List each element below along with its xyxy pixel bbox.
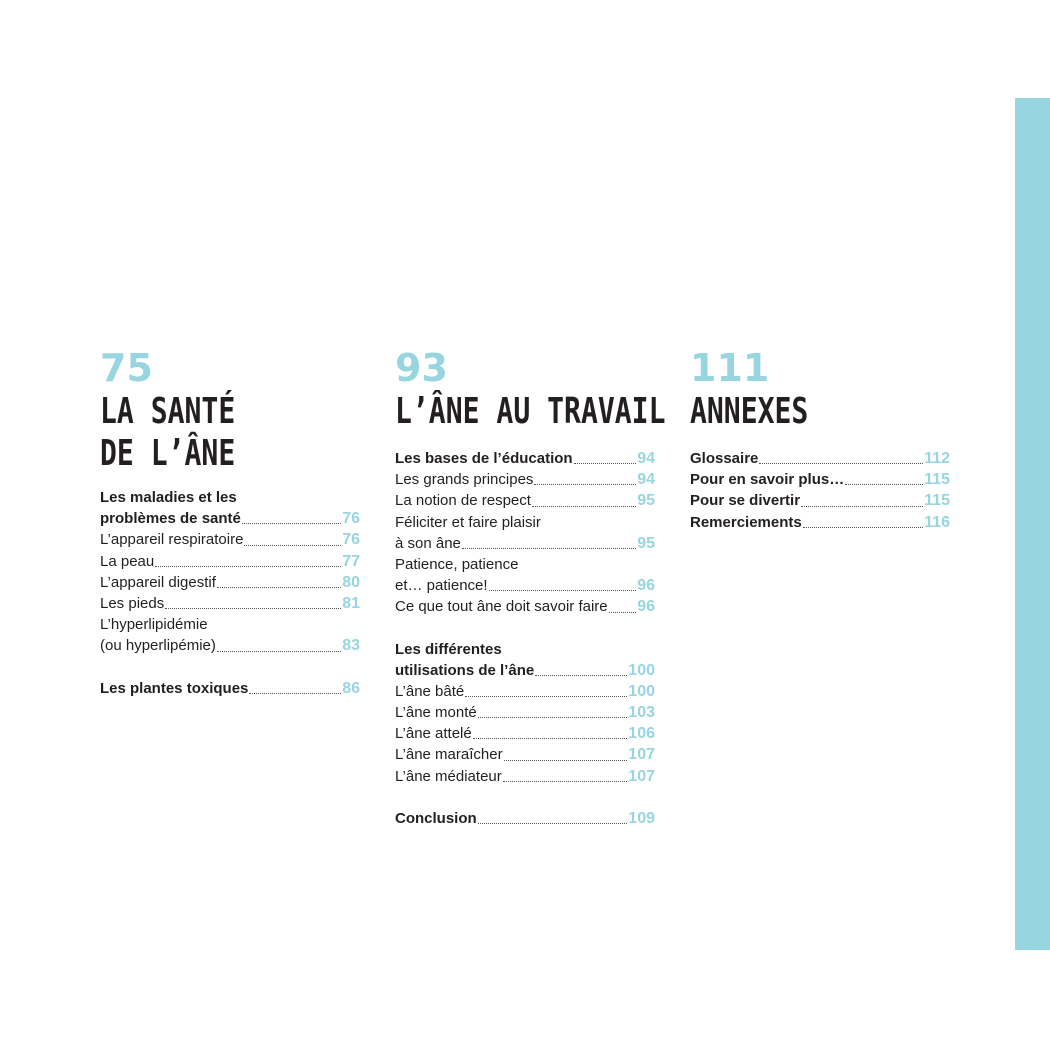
toc-entry-page: 109 [628,809,655,827]
dot-leader [759,462,923,464]
toc-entry-page: 107 [628,746,655,764]
dot-leader [532,505,636,507]
toc-entry[interactable] [100,635,360,656]
group-spacer [395,787,655,808]
toc-entry-page: 115 [924,492,950,510]
toc-entry[interactable] [395,702,655,723]
toc-entry[interactable] [690,490,950,511]
toc-entry-page: 83 [342,637,360,655]
toc-entry-title: Conclusion [395,809,477,827]
toc-entry-title: Pour en savoir plus… [690,471,845,489]
toc-entry-title: utilisations de l’âne [395,661,535,679]
toc-entry[interactable] [395,660,655,681]
dot-leader [478,716,628,718]
section-number: 75 [100,346,153,390]
dot-leader [489,589,637,591]
toc-entry-title: L’appareil digestif [100,573,216,591]
dot-leader [534,483,636,485]
toc-entry-title: et… patience! [395,577,488,595]
toc-entry[interactable] [395,808,655,829]
dot-leader [155,565,341,567]
toc-entry-page: 96 [637,577,655,595]
toc-entry-page: 100 [628,661,655,679]
toc-entry[interactable] [395,596,655,617]
toc-entry-page: 106 [628,725,655,743]
dot-leader [609,611,637,613]
toc-entry-title: L’âne bâté [395,682,465,700]
dot-leader [462,547,636,549]
toc-section-travail [395,345,666,829]
section-title-line: L’ÂNE AU TRAVAIL [395,391,666,432]
chapter-tab [1015,98,1050,950]
toc-entry-title: L’âne monté [395,704,477,722]
toc-entry[interactable] [395,723,655,744]
toc-entry[interactable] [100,593,360,614]
toc-entry-title: à son âne [395,534,461,552]
toc-entry-page: 100 [628,682,655,700]
dot-leader [249,692,341,694]
toc-entry-page: 86 [342,679,360,697]
group-spacer [100,657,360,678]
toc-entry-page: 77 [342,552,360,570]
toc-entry-page: 94 [637,450,655,467]
toc-entry-title: La peau [100,552,155,570]
toc-entry-title: (ou hyperlipémie) [100,637,216,655]
toc-entry-title: Patience, patience [395,555,519,573]
toc-entry-title: L’âne médiateur [395,767,502,785]
dot-leader [574,462,637,464]
toc-entry[interactable] [690,469,950,490]
toc-entry-title: L’âne maraîcher [395,746,503,764]
toc-entry-title: Les grands principes [395,471,534,489]
dot-leader [473,737,628,739]
dot-leader [217,650,341,652]
section-title-line: ANNEXES [690,391,809,432]
toc-entry-page: 80 [342,573,360,591]
toc-entry-page: 94 [637,471,655,489]
section-title-line: LA SANTÉ [100,391,236,432]
dot-leader [244,544,341,546]
toc-entry-title: Les différentes [395,640,502,658]
toc-entry-title: Glossaire [690,450,759,467]
toc-entries [100,487,360,699]
toc-entry-page: 103 [628,704,655,722]
toc-entry[interactable] [395,575,655,596]
toc-entry-title: Les bases de l’éducation [395,450,573,467]
section-title [690,391,893,433]
toc-entry[interactable] [690,448,950,469]
toc-entry-title: Féliciter et faire plaisir [395,513,541,531]
toc-entry[interactable] [100,508,360,529]
toc-entry[interactable] [100,614,360,635]
section-title [100,391,303,475]
toc-entry[interactable] [100,529,360,550]
toc-entry-page: 107 [628,767,655,785]
toc-entry[interactable] [395,448,655,469]
dot-leader [801,505,923,507]
dot-leader [465,695,627,697]
toc-entry-title: Ce que tout âne doit savoir faire [395,598,608,616]
toc-entry[interactable] [395,681,655,702]
toc-entry[interactable] [395,766,655,787]
toc-entry-title: L’appareil respiratoire [100,531,244,549]
toc-entry-page: 76 [342,531,360,549]
toc-entry-page: 116 [924,513,950,531]
section-title-line: DE L’ÂNE [100,433,236,474]
toc-entry[interactable] [100,678,360,699]
section-title [395,391,666,433]
dot-leader [217,586,341,588]
toc-section-sante [100,345,360,699]
toc-entries [690,448,950,533]
toc-entry[interactable] [395,554,655,575]
section-number: 93 [395,346,448,390]
toc-entry[interactable] [395,744,655,765]
toc-entries [395,448,655,829]
toc-entry-title: L’hyperlipidémie [100,616,208,634]
dot-leader [535,674,627,676]
dot-leader [165,607,341,609]
toc-entry-title: La notion de respect [395,492,531,510]
toc-entry[interactable] [395,512,655,533]
toc-entry[interactable] [395,469,655,490]
dot-leader [503,780,628,782]
toc-entry[interactable] [100,551,360,572]
toc-entry-page: 81 [342,594,360,612]
section-number: 111 [690,346,770,390]
toc-entry[interactable] [395,490,655,511]
toc-entry-page: 76 [342,510,360,528]
toc-entry-page: 95 [637,492,655,510]
toc-section-annexes [690,345,950,533]
toc-entry[interactable] [100,487,360,508]
toc-entry-title: Les maladies et les [100,489,237,506]
toc-entry-title: Remerciements [690,513,802,531]
toc-entry-page: 96 [637,598,655,616]
dot-leader [242,522,341,524]
dot-leader [504,759,628,761]
dot-leader [478,822,628,824]
toc-entry-title: Les pieds [100,594,165,612]
group-spacer [395,618,655,639]
toc-entry[interactable] [100,572,360,593]
toc-entry[interactable] [395,639,655,660]
toc-entry-title: Les plantes toxiques [100,679,249,697]
toc-entry[interactable] [395,533,655,554]
toc-entry-title: L’âne attelé [395,725,472,743]
toc-entry-page: 112 [924,450,950,467]
toc-entry-page: 95 [637,534,655,552]
dot-leader [803,526,923,528]
toc-entry[interactable] [690,512,950,533]
toc-entry-title: Pour se divertir [690,492,801,510]
toc-entry-page: 115 [924,471,950,489]
dot-leader [845,483,923,485]
toc-entry-title: problèmes de santé [100,510,241,528]
